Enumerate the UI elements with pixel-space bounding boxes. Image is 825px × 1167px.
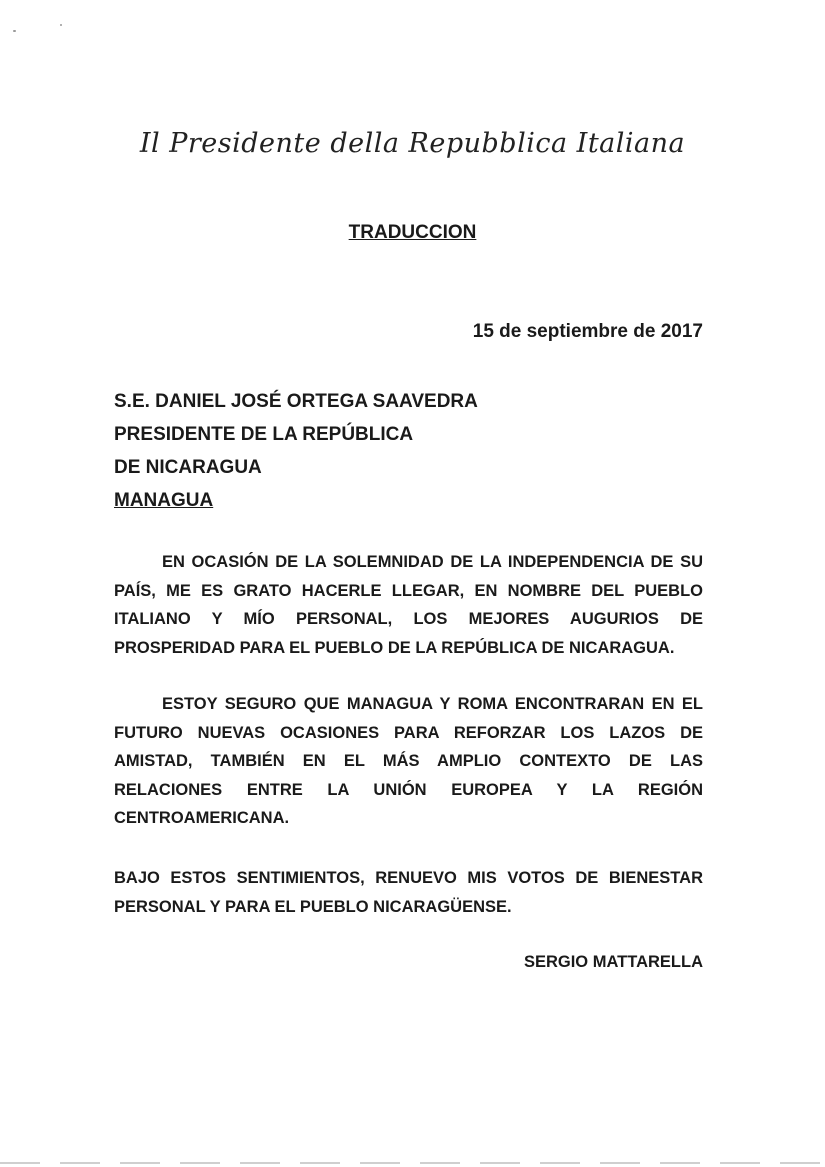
- scan-speck: [60, 24, 62, 26]
- document-title: TRADUCCION: [348, 222, 477, 243]
- scan-speck: [13, 30, 16, 32]
- body-paragraph: BAJO ESTOS SENTIMIENTOS, RENUEVO MIS VOTOS DE BIENESTAR PERSONAL Y PARA EL PUEBLO NICARAGÜENSE.: [114, 869, 703, 916]
- addressee-line: PRESIDENTE DE LA REPÚBLICA: [114, 424, 414, 445]
- letterhead: Il Presidente della Repubblica Italiana: [139, 128, 686, 159]
- scan-edge: [0, 1162, 825, 1164]
- body-paragraph: ESTOY SEGURO QUE MANAGUA Y ROMA ENCONTRARAN EN EL FUTURO NUEVAS OCASIONES PARA REFORZAR LOS LAZOS DE AMISTAD, TAMBIÉN EN EL MÁS AMPLIO CONTEXTO DE LAS RELACIONES ENTRE LA UNIÓN EUROPEA Y LA REGIÓN CENTROAMERICANA.: [114, 695, 703, 828]
- letter-date: 15 de septiembre de 2017: [472, 321, 703, 342]
- body-paragraph: EN OCASIÓN DE LA SOLEMNIDAD DE LA INDEPENDENCIA DE SU PAÍS, ME ES GRATO HACERLE LLEGAR, EN NOMBRE DEL PUEBLO ITALIANO Y MÍO PERSONAL, LOS MEJORES AUGURIOS DE PROSPERIDAD PARA EL PUEBLO DE LA REPÚBLICA DE NICARAGUA.: [114, 553, 703, 657]
- signature-name: SERGIO MATTARELLA: [523, 953, 703, 971]
- addressee-line: DE NICARAGUA: [114, 457, 262, 478]
- addressee-city: MANAGUA: [114, 490, 214, 511]
- addressee-line: S.E. DANIEL JOSÉ ORTEGA SAAVEDRA: [114, 391, 478, 412]
